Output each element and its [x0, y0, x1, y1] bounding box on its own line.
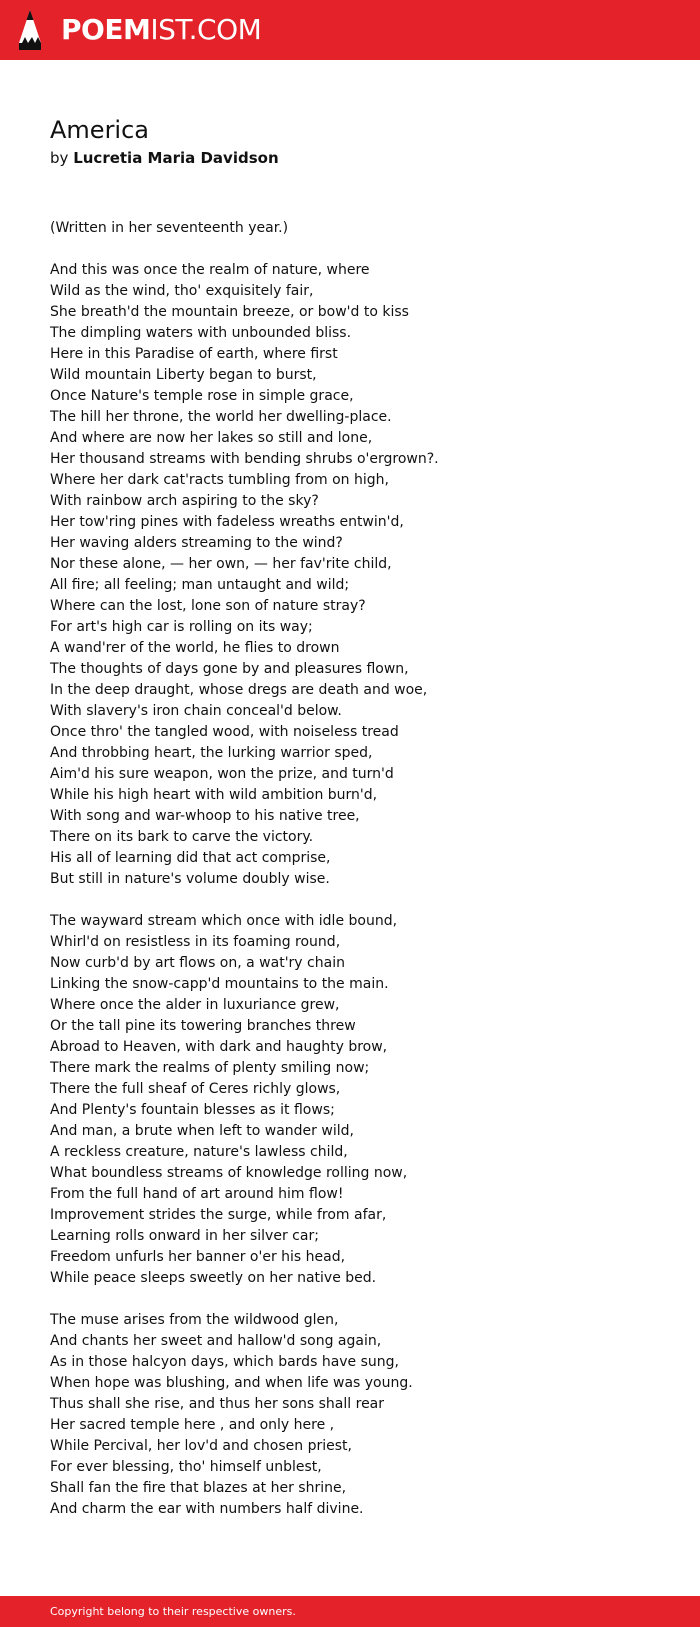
- poem-line: Linking the snow-capp'd mountains to the main.: [50, 976, 389, 992]
- poem-line: Her sacred temple here , and only here ,: [50, 1417, 335, 1433]
- poem-line: With slavery's iron chain conceal'd below.: [50, 703, 342, 719]
- site-logo[interactable]: [61, 10, 261, 50]
- poem-line: Learning rolls onward in her silver car;: [50, 1228, 319, 1244]
- by-label: by: [50, 149, 69, 167]
- poem-line: And chants her sweet and hallow'd song again,: [50, 1333, 382, 1349]
- copyright-text: Copyright belong to their respective owners.: [50, 1605, 296, 1618]
- poem-line: While peace sleeps sweetly on her native bed.: [50, 1270, 377, 1286]
- poem-line: But still in nature's volume doubly wise.: [50, 871, 330, 887]
- poem-line: With rainbow arch aspiring to the sky?: [50, 493, 319, 509]
- poem-line: From the full hand of art around him flow!: [50, 1186, 344, 1202]
- poem-line: Or the tall pine its towering branches threw: [50, 1018, 356, 1034]
- poem-line: The hill her throne, the world her dwelling-place.: [50, 409, 392, 425]
- poem-line: There on its bark to carve the victory.: [50, 829, 314, 845]
- poem-line: Whirl'd on resistless in its foaming round,: [50, 934, 341, 950]
- poem-line: Wild mountain Liberty began to burst,: [50, 367, 317, 383]
- poem-line: Where can the lost, lone son of nature stray?: [50, 598, 366, 614]
- poem-line: The muse arises from the wildwood glen,: [50, 1312, 339, 1328]
- poem-line: Thus shall she rise, and thus her sons shall rear: [50, 1396, 385, 1412]
- poem-line: And throbbing heart, the lurking warrior sped,: [50, 745, 373, 761]
- poem-stanza: [50, 1310, 670, 1520]
- poem-line: Wild as the wind, tho' exquisitely fair,: [50, 283, 314, 299]
- poem-line: Shall fan the fire that blazes at her shrine,: [50, 1480, 347, 1496]
- poem-line: A wand'rer of the world, he flies to drown: [50, 640, 340, 656]
- poem-line: As in those halcyon days, which bards have sung,: [50, 1354, 399, 1370]
- pencil-tip-icon[interactable]: [17, 9, 43, 51]
- poem-line: Her waving alders streaming to the wind?: [50, 535, 343, 551]
- logo-light-text: IST.COM: [150, 13, 262, 46]
- poem-line: And man, a brute when left to wander wild,: [50, 1123, 354, 1139]
- poem-line: When hope was blushing, and when life was young.: [50, 1375, 413, 1391]
- poem-line: His all of learning did that act comprise,: [50, 850, 331, 866]
- poem-body: [50, 218, 670, 1541]
- poem-line: And where are now her lakes so still and lone,: [50, 430, 373, 446]
- poem-line: For art's high car is rolling on its way;: [50, 619, 313, 635]
- poem-line: Nor these alone, — her own, — her fav'rite child,: [50, 556, 392, 572]
- poem-line: All fire; all feeling; man untaught and wild;: [50, 577, 350, 593]
- site-header: [0, 0, 700, 60]
- author-name: Lucretia Maria Davidson: [73, 149, 279, 167]
- poem-line: Where her dark cat'racts tumbling from on high,: [50, 472, 389, 488]
- poem-stanza: [50, 260, 670, 890]
- poem-line: Here in this Paradise of earth, where first: [50, 346, 338, 362]
- poem-title: America: [50, 116, 149, 144]
- poem-line: She breath'd the mountain breeze, or bow'd to kiss: [50, 304, 409, 320]
- poem-line: With song and war-whoop to his native tree,: [50, 808, 360, 824]
- poem-line: And this was once the realm of nature, where: [50, 262, 370, 278]
- poem-line: For ever blessing, tho' himself unblest,: [50, 1459, 322, 1475]
- poem-line: Abroad to Heaven, with dark and haughty brow,: [50, 1039, 388, 1055]
- poem-line: Her thousand streams with bending shrubs o'ergrown?.: [50, 451, 439, 467]
- poem-line: And Plenty's fountain blesses as it flows;: [50, 1102, 335, 1118]
- poem-line: Once Nature's temple rose in simple grace,: [50, 388, 354, 404]
- poem-line: What boundless streams of knowledge rolling now,: [50, 1165, 408, 1181]
- poem-line: The dimpling waters with unbounded bliss.: [50, 325, 352, 341]
- poem-line: There the full sheaf of Ceres richly glows,: [50, 1081, 341, 1097]
- poem-line: A reckless creature, nature's lawless child,: [50, 1144, 348, 1160]
- site-footer: [0, 1596, 700, 1627]
- poem-line: (Written in her seventeenth year.): [50, 220, 289, 236]
- poem-line: Now curb'd by art flows on, a wat'ry chain: [50, 955, 345, 971]
- poem-line: Aim'd his sure weapon, won the prize, and turn'd: [50, 766, 394, 782]
- poem-line: Where once the alder in luxuriance grew,: [50, 997, 340, 1013]
- poem-line: Improvement strides the surge, while from afar,: [50, 1207, 387, 1223]
- poem-line: While Percival, her lov'd and chosen priest,: [50, 1438, 352, 1454]
- logo-bold-text: POEM: [61, 13, 151, 46]
- poem-line: There mark the realms of plenty smiling now;: [50, 1060, 370, 1076]
- poem-stanza: [50, 911, 670, 1289]
- poem-line: Her tow'ring pines with fadeless wreaths entwin'd,: [50, 514, 404, 530]
- poem-byline: [50, 147, 279, 169]
- poem-line: Freedom unfurls her banner o'er his head,: [50, 1249, 346, 1265]
- poem-line: And charm the ear with numbers half divine.: [50, 1501, 364, 1517]
- poem-line: The thoughts of days gone by and pleasures flown,: [50, 661, 409, 677]
- poem-stanza: [50, 218, 670, 239]
- poem-line: Once thro' the tangled wood, with noiseless tread: [50, 724, 399, 740]
- poem-line: The wayward stream which once with idle bound,: [50, 913, 398, 929]
- poem-line: While his high heart with wild ambition burn'd,: [50, 787, 378, 803]
- poem-line: In the deep draught, whose dregs are death and woe,: [50, 682, 428, 698]
